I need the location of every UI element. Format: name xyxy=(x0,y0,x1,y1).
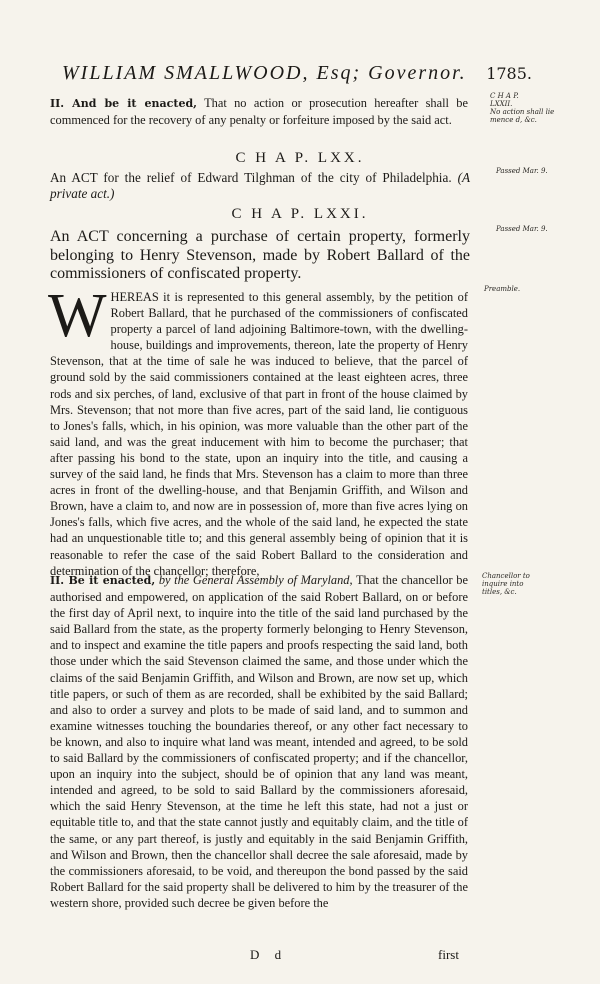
chap-71-heading: C H A P. LXXI. xyxy=(231,206,369,222)
margin-line: LXXII. xyxy=(490,100,513,108)
chap-70-heading: C H A P. LXX. xyxy=(235,150,365,166)
margin-line: mence d, &c. xyxy=(490,116,537,124)
section-text: That no action or prosecution hereafter shall be commenced for the recovery of any penalty or forfeiture imposed by the said act. xyxy=(50,96,468,128)
chap-70-title xyxy=(50,170,470,202)
section-ii-no-action xyxy=(50,95,468,128)
preamble-text: HEREAS it is represented to this general assembly, by the petition of Robert Ballard, that he purchased of the commissioners of confiscated property a parcel of land adjoining Baltimore-town, with the dwelling-house, buildings and improvements, thereon, late the property of Henry Stevenson, that at the time of sale he was induced to believe, that the parcel of ground sold by the said commissioners contained at the least eighteen acres, three rods and six perches, of land, exclusive of that part in front of the house claimed by Mrs. Stevenson; that not more than five acres, part of the said land, lie contiguous to Jones's falls, which, in his opinion, was more valuable than the other part of the said land, and was the great inducement with him to become the purchaser; that after passing his bond to the state, upon an inquiry into the title, and causing a survey of the said land, he finds that Mrs. Stevenson has a claim to more than three acres in front of the dwelling-house, and that Benjamin Griffith, and Wilson and Brown, have a claim to, and now are in possession of, more than five acres lying on Jones's falls, which five acres, and the whole of the said land, he expected the state had an unquestionable title to; and this general assembly being of opinion that it is reasonable to refer the case of the said Robert Ballard to the consideration and determination of the chancellor; therefore, xyxy=(50,290,468,578)
margin-line: No action shall lie xyxy=(490,108,555,116)
chap-71-title: An ACT concerning a purchase of certain property, formerly belonging to Henry Stevenson, made by Robert Ballard of the commissioners of confiscated property. xyxy=(50,228,470,282)
section-ii-chancellor xyxy=(50,572,468,911)
drop-cap: W xyxy=(48,282,107,350)
section-text: That the chancellor be authorised and empowered, on application of the said Robert Ballard, on or before the first day of April next, to inquire into the title of the said land purchased by the said Ballard from the state, as the property formerly belonging to Henry Stevenson, and to inspect and examine the title papers and proofs respecting the said land, both those under which the said Stevenson claimed the same, and those under which the claims of the said Benjamin Griffith, and Wilson and Brown, are now set up, which title papers, or such of them as are recorded, shall be exhibited by the said Ballard; and also to order a survey and plots to be made of said land, and to summon and examine witnesses touching the boundaries thereof, or any other fact necessary to be known, and also to inquire what land was meant, intended and agreed, to be sold to said Ballard by the commissioners of confiscated property; and if the chancellor, upon an inquiry into the subject, should be of opinion that any land was meant, intended and agreed, to be sold to said Ballard by the commissioners aforesaid, which the said Henry Stevenson, at the time he left this state, had not a just or equitable title to, and that the state cannot justly and equitably claim, and the title of the same, or any part thereof, is justly and equitably in the said Benjamin Griffith, and Wilson and Brown, then the chancellor shall decree the sale aforesaid, made by the commissioners aforesaid, to be void, and thereupon the bond passed by the said Robert Ballard for the said property shall be delivered to him by the treasurer of the western shore, provided such decree be given before the xyxy=(50,573,468,910)
margin-line: inquire into xyxy=(482,580,524,588)
margin-note-preamble: Preamble. xyxy=(484,285,521,293)
margin-note-chap70: Passed Mar. 9. xyxy=(496,167,548,175)
margin-line: Chancellor to xyxy=(482,572,530,580)
margin-line: titles, &c. xyxy=(482,588,517,596)
page-number: 1785. xyxy=(486,64,532,83)
margin-note-chap72 xyxy=(490,92,580,124)
section-lead: II. Be it enacted, xyxy=(50,574,156,587)
running-header xyxy=(62,62,532,85)
section-italic: by the General Assembly of Maryland, xyxy=(158,573,353,587)
catchword: first xyxy=(438,947,459,962)
header-title: WILLIAM SMALLWOOD, Esq; Governor. xyxy=(62,62,467,84)
private-act-note: (A private act.) xyxy=(50,170,471,201)
act-title-text: An ACT for the relief of Edward Tilghman of the city of Philadelphia. xyxy=(50,170,452,185)
section-lead: II. And be it enacted, xyxy=(50,97,197,110)
preamble xyxy=(48,282,468,579)
margin-note-chancellor xyxy=(482,572,572,596)
margin-note-chap71: Passed Mar. 9. xyxy=(496,225,548,233)
signature-mark: D d xyxy=(250,947,288,962)
margin-line: C H A P. xyxy=(490,92,519,100)
